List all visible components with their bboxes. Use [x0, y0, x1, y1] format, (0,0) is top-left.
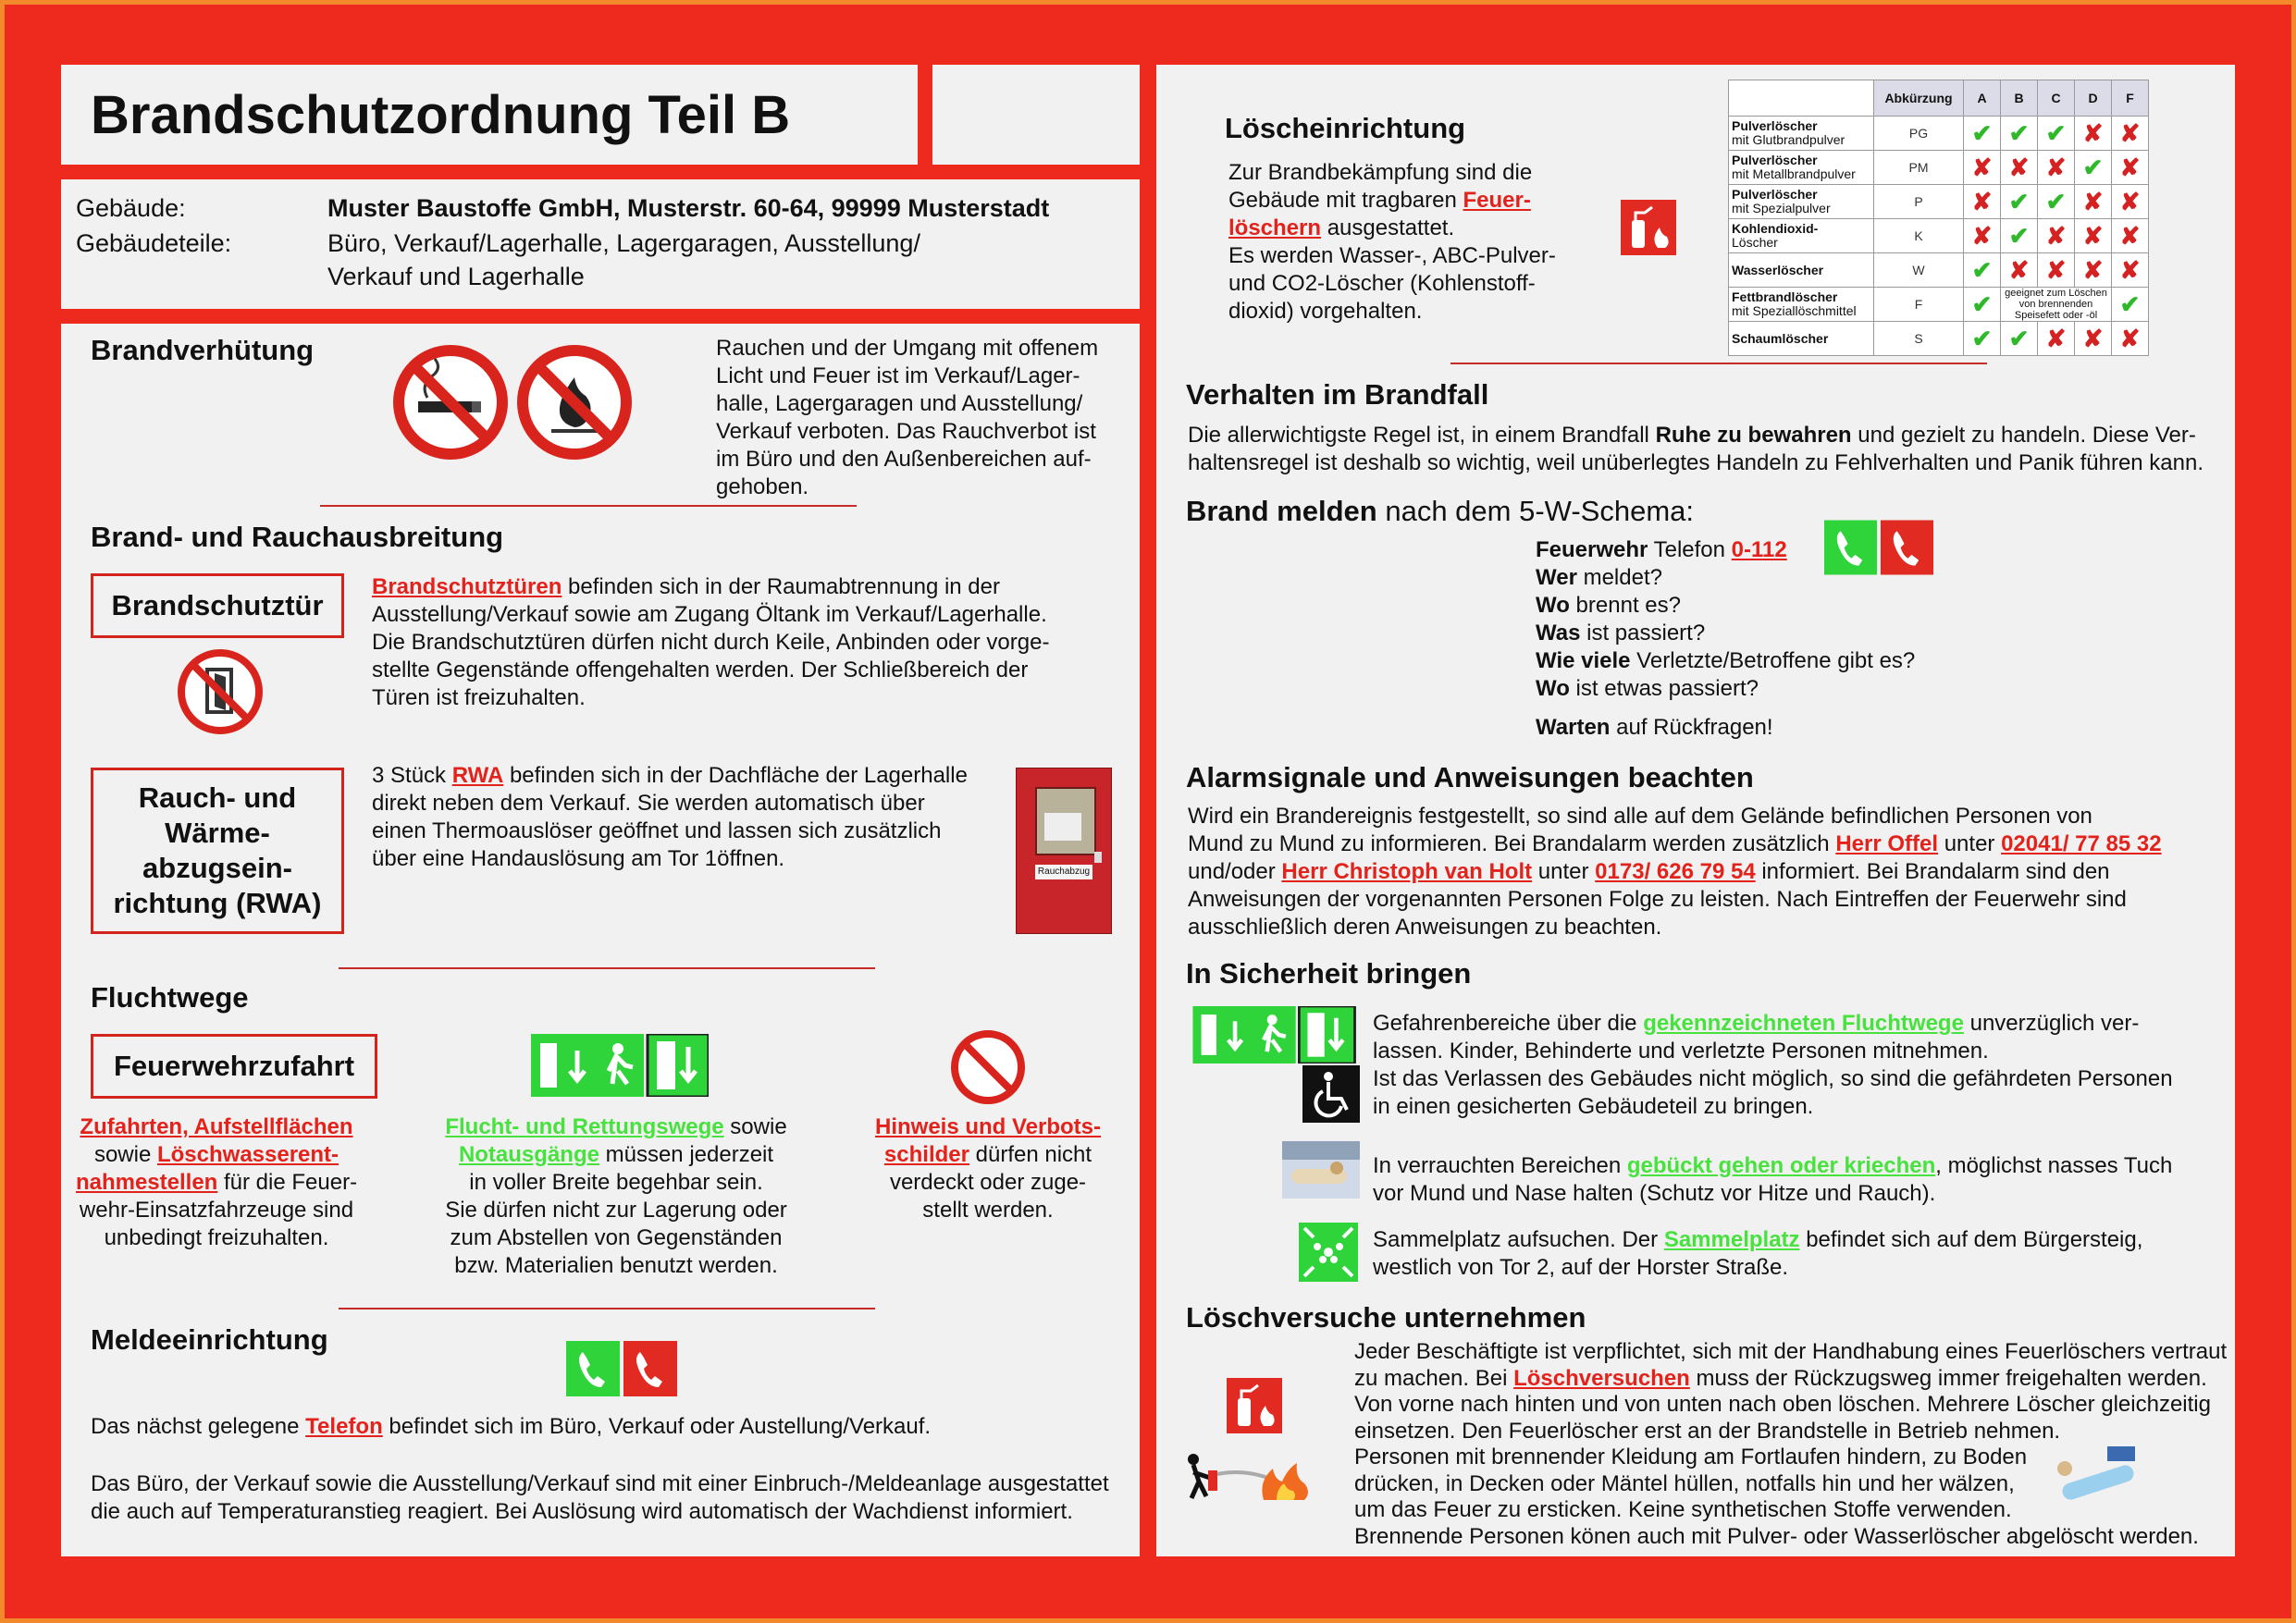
extinguisher-name: Pulverlöscher mit Spezialpulver [1729, 185, 1874, 219]
rwa-line: direkt neben dem Verkauf. Sie werden automatisch über [372, 791, 925, 816]
attempts-link[interactable]: Löschversuchen [1513, 1365, 1690, 1391]
check-icon: ✔ [2038, 117, 2075, 151]
cross-icon: ✘ [2112, 253, 2149, 288]
water-supply-link-2[interactable]: nahmestellen [75, 1170, 218, 1195]
extinguisher-name: Kohlendioxid- Löscher [1729, 219, 1874, 253]
fat-fire-note: geeignet zum Löschen von brennenden Speisefett oder -öl [2001, 288, 2112, 322]
emergency-exit-icon [531, 1034, 709, 1097]
cross-icon: ✘ [2112, 117, 2149, 151]
signs-link[interactable]: Hinweis und Verbots- [874, 1114, 1102, 1139]
check-icon: ✔ [2001, 322, 2038, 356]
fire-door-line: Ausstellung/Verkauf sowie am Zugang Öltank im Verkauf/Lagerhalle. [372, 602, 1047, 627]
cross-icon: ✘ [2112, 322, 2149, 356]
rwa-link[interactable]: RWA [451, 763, 504, 788]
page-title: Brandschutzordnung Teil B [91, 85, 791, 145]
escape-routes-link[interactable]: Flucht- und Rettungswege [445, 1114, 724, 1139]
check-icon: ✔ [2038, 185, 2075, 219]
cross-icon: ✘ [1964, 219, 2001, 253]
escape-routes-text: Flucht- und Rettungswege sowie Notausgänge müssen jederzeit in voller Breite begehbar sein. Sie dürfen nicht zur Lagerung oder zum Abstellen von Gegenständen bzw. Materialien benutzt werden. [445, 1114, 787, 1278]
signals-text: Wird ein Brandereignis festgestellt, so sind alle auf dem Gelände befindlichen Personen von Mund zu Mund zu informieren. Bei Brandalarm werden zusätzlich Herr Offel unter 02041/ 77 85 32 und/oder Herr Christoph van Holt unter 0173/ 626 79 54 informiert. Bei Brandalarm sind den Anweisungen der vorgenannten Personen Folge zu leisten. Nach Eintreffen der Feuerwehr sind ausschließlich deren Anweisungen zu beachten. [1188, 804, 2162, 940]
extinguisher-abbr: K [1874, 219, 1964, 253]
fire-door-line: Die Brandschutztüren dürfen nicht durch Keile, Anbinden oder vorge- [372, 630, 1050, 655]
crawling-person-image [1282, 1141, 1360, 1199]
title-side-panel [932, 65, 1140, 165]
wheelchair-icon [1302, 1065, 1360, 1123]
fire-access-text: Zufahrten, Aufstellflächen sowie Löschwasserent- nahmestellen für die Feuer- wehr-Einsatzfahrzeuge sind unbedingt freizuhalten. [75, 1114, 358, 1250]
check-icon: ✔ [1964, 253, 2001, 288]
class-f-icon: F [2112, 80, 2149, 117]
fire-door-line: Brandschutztüren befinden sich in der Raumabtrennung in der [372, 574, 1000, 599]
rwa-label-box: Rauch- und Wärme- abzugsein- richtung (RWA) [91, 768, 344, 934]
cross-icon: ✘ [2038, 322, 2075, 356]
building-parts-line2: Verkauf und Lagerhalle [327, 263, 585, 290]
prevention-line: im Büro und den Außenbereichen auf- [716, 447, 1092, 472]
cross-icon: ✘ [1964, 185, 2001, 219]
smoke-vent-label: Rauchabzug [1035, 865, 1092, 879]
extinguisher-row [1729, 185, 2149, 219]
left-panel [61, 324, 1140, 1556]
report-heading: Brand melden nach dem 5-W-Schema: [1186, 495, 1695, 527]
extinguishing-fire-icon [1180, 1446, 1328, 1502]
water-supply-link[interactable]: Löschwasserent- [156, 1142, 339, 1167]
safety-heading: In Sicherheit bringen [1186, 957, 1472, 990]
extinguisher-abbr: P [1874, 185, 1964, 219]
class-b-icon: B [2001, 80, 2038, 117]
fire-extinguisher-icon [1227, 1378, 1282, 1433]
attempts-heading: Löschversuche unternehmen [1186, 1301, 1586, 1334]
extinguisher-row [1729, 117, 2149, 151]
prevention-heading: Brandverhütung [91, 334, 315, 366]
attempts-text: Jeder Beschäftigte ist verpflichtet, sich mit der Handhabung eines Feuerlöschers vertraut zu machen. Bei Löschversuchen muss der Rückzugsweg immer freigehalten werden. Von vorne nach hinten und von unten nach oben löschen. Mehrere Löscher gleichzeitig einsetzen. Den Feuerlöscher erst an der Brandstelle in Betrieb nehmen. Personen mit brennender Kleidung am Fortlaufen hindern, zu Boden drücken, in Decken oder Mäntel hüllen, notfalls hin und her wälzen, um das Feuer zu ersticken. Keine synthetischen Stoffe verwenden. Brennende Personen könen auch mit Pulver- oder Wasserlöscher abgelöscht werden. [1354, 1339, 2228, 1549]
divider [339, 967, 875, 969]
divider [320, 505, 857, 507]
cross-icon: ✘ [2075, 253, 2112, 288]
fire-door-text [372, 573, 1049, 712]
alarm-device-line1: Das nächst gelegene Telefon befindet sich im Büro, Verkauf oder Austellung/Verkauf. [91, 1414, 932, 1439]
check-icon: ✔ [2001, 117, 2038, 151]
divider [339, 1308, 875, 1309]
assembly-point-link[interactable]: Sammelplatz [1663, 1227, 1800, 1252]
cross-icon: ✘ [2001, 253, 2038, 288]
check-icon: ✔ [1964, 288, 2001, 322]
cross-icon: ✘ [2001, 151, 2038, 185]
class-a-icon: A [1964, 80, 2001, 117]
alarm-device-text: Das Büro, der Verkauf sowie die Ausstellung/Verkauf sind mit einer Einbruch-/Meldeanlage ausgestattet die auch auf Temperaturanstieg reagiert. Bei Auslösung wird automatisch der Wachdienst informiert. [91, 1471, 1109, 1524]
fire-door-label-box: Brandschutztür [91, 573, 344, 638]
fire-door-line: stellte Gegenstände offengehalten werden. Der Schließbereich der [372, 658, 1029, 682]
fire-door-line: Türen ist freizuhalten. [372, 685, 586, 710]
cross-icon: ✘ [2075, 185, 2112, 219]
safety-p3: Sammelplatz aufsuchen. Der Sammelplatz befindet sich auf dem Bürgersteig, westlich von Tor 2, auf der Horster Straße. [1373, 1227, 2143, 1280]
rwa-line: über eine Handauslösung am Tor 1öffnen. [372, 846, 785, 871]
signals-heading: Alarmsignale und Anweisungen beachten [1186, 761, 1754, 793]
cross-icon: ✘ [2075, 322, 2112, 356]
fire-access-label-box: Feuerwehrzufahrt [91, 1034, 377, 1099]
cross-icon: ✘ [2112, 219, 2149, 253]
cross-icon: ✘ [2038, 219, 2075, 253]
company-address: Muster Baustoffe GmbH, Musterstr. 60-64, 99999 Musterstadt [327, 194, 1050, 222]
safety-p2: In verrauchten Bereichen gebückt gehen oder kriechen, möglichst nasses Tuch vor Mund und Nase halten (Schutz vor Hitze und Rauch). [1373, 1153, 2173, 1206]
building-parts-line1: Büro, Verkauf/Lagerhalle, Lagergaragen, Ausstellung/ [327, 229, 920, 257]
extinguishing-text: Zur Brandbekämpfung sind die Gebäude mit tragbaren Feuer- löschern ausgestattet. Es werden Wasser-, ABC-Pulver- und CO2-Löscher (Kohlenstoff- dioxid) vorgehalten. [1228, 160, 1556, 324]
extinguisher-abbr: F [1874, 288, 1964, 322]
extinguisher-name: Pulverlöscher mit Glutbrandpulver [1729, 117, 1874, 151]
extinguisher-row [1729, 288, 2149, 322]
access-areas-link[interactable]: Zufahrten, Aufstellflächen [80, 1114, 353, 1139]
extinguisher-abbr: PM [1874, 151, 1964, 185]
emergency-exit-icon [1186, 1006, 1362, 1064]
prevention-line: Rauchen und der Umgang mit offenem [716, 336, 1099, 361]
prevention-text [716, 335, 1098, 501]
check-icon: ✔ [1964, 117, 2001, 151]
extinguisher-name: Wasserlöscher [1729, 253, 1874, 288]
fire-brigade-phone[interactable]: 0-112 [1731, 537, 1787, 562]
right-panel [1156, 65, 2235, 1556]
report-list: Feuerwehr Telefon 0-112 Wer meldet? Wo brennt es? Was ist passiert? Wie viele Verletzte/Betroffene gibt es? Wo ist etwas passiert? Warten auf Rückfragen! [1536, 537, 1916, 740]
fire-door-link[interactable]: Brandschutztüren [372, 574, 562, 599]
check-icon: ✔ [1964, 322, 2001, 356]
prohibition-sign-icon [949, 1028, 1027, 1106]
signs-link-2[interactable]: schilder [883, 1142, 969, 1167]
rwa-text [372, 762, 968, 873]
signs-text: Hinweis und Verbots- schilder dürfen nicht verdeckt oder zuge- stellt werden. [874, 1114, 1102, 1223]
fire-door-icon [176, 647, 265, 736]
rwa-line: einen Thermoauslöser geöffnet und lassen sich zusätzlich [372, 818, 942, 843]
extinguisher-link[interactable]: Feuer- [1463, 188, 1531, 213]
check-icon: ✔ [2075, 151, 2112, 185]
class-c-icon: C [2038, 80, 2075, 117]
building-label: Gebäude: [76, 194, 186, 222]
divider [1450, 363, 1987, 364]
extinguisher-name: Fettbrandlöscher mit Speziallöschmittel [1729, 288, 1874, 322]
check-icon: ✔ [2001, 219, 2038, 253]
assembly-point-icon [1299, 1223, 1358, 1282]
prevention-line: Verkauf verboten. Das Rauchverbot ist [716, 419, 1096, 444]
extinguishing-heading: Löscheinrichtung [1225, 112, 1466, 144]
fire-extinguisher-icon [1621, 200, 1676, 255]
behaviour-text: Die allerwichtigste Regel ist, in einem Brandfall Ruhe zu bewahren und gezielt zu handeln. Diese Ver- haltensregel ist deshalb so wichtig, weil unüberlegtes Handeln zu Fehlverhalten und Panik führen kann. [1188, 423, 2204, 475]
cross-icon: ✘ [1964, 151, 2001, 185]
extinguisher-abbr: W [1874, 253, 1964, 288]
extinguisher-row [1729, 322, 2149, 356]
emergency-exits-link[interactable]: Notausgänge [458, 1142, 599, 1167]
emergency-phone-icon [1824, 520, 1933, 575]
extinguisher-row [1729, 253, 2149, 288]
smoke-vent-device-image [1016, 768, 1112, 934]
safety-p1: Gefahrenbereiche über die gekennzeichneten Fluchtwege unverzüglich ver- lassen. Kinder, Behinderte und verletzte Personen mitnehmen. Ist das Verlassen des Gebäudes nicht möglich, so sind die gefährdeten Personen in einen gesicherten Gebäudeteil zu bringen. [1373, 1011, 2173, 1119]
building-parts-label: Gebäudeteile: [76, 229, 232, 257]
cross-icon: ✘ [2112, 151, 2149, 185]
prevention-line: halle, Lagergaragen und Ausstellung/ [716, 391, 1083, 416]
extinguisher-row [1729, 219, 2149, 253]
extinguisher-row [1729, 151, 2149, 185]
cross-icon: ✘ [2038, 151, 2075, 185]
cross-icon: ✘ [2038, 253, 2075, 288]
contact-offel-link[interactable]: Herr Offel [1835, 831, 1939, 856]
cross-icon: ✘ [2112, 185, 2149, 219]
prevention-line: gehoben. [716, 474, 809, 499]
extinguisher-link-2[interactable]: löschern [1228, 215, 1322, 240]
class-d-icon: D [2075, 80, 2112, 117]
check-icon: ✔ [2001, 185, 2038, 219]
crawl-link[interactable]: gebückt gehen oder kriechen [1626, 1153, 1936, 1178]
building-panel [61, 179, 1140, 309]
abbr-header: Abkürzung [1874, 80, 1964, 117]
extinguisher-name: Schaumlöscher [1729, 322, 1874, 356]
cross-icon: ✘ [2075, 117, 2112, 151]
marked-routes-link[interactable]: gekennzeichneten Fluchtwege [1643, 1011, 1964, 1036]
contact-vanholt-phone[interactable]: 0173/ 626 79 54 [1595, 859, 1756, 884]
spread-heading: Brand- und Rauchausbreitung [91, 521, 504, 553]
behaviour-heading: Verhalten im Brandfall [1186, 378, 1489, 411]
contact-vanholt-link[interactable]: Herr Christoph van Holt [1281, 859, 1533, 884]
no-smoking-icon [390, 342, 511, 462]
extinguisher-abbr: S [1874, 322, 1964, 356]
telephone-link[interactable]: Telefon [305, 1414, 383, 1439]
extinguisher-table [1728, 80, 2149, 356]
title-panel [61, 65, 918, 165]
escape-heading: Fluchtwege [91, 981, 249, 1014]
cross-icon: ✘ [2075, 219, 2112, 253]
check-icon: ✔ [2112, 288, 2149, 322]
prevention-line: Licht und Feuer ist im Verkauf/Lager- [716, 363, 1080, 388]
rwa-line: 3 Stück RWA befinden sich in der Dachfläche der Lagerhalle [372, 763, 968, 788]
emergency-phone-icon [566, 1341, 677, 1396]
alarm-device-heading: Meldeeinrichtung [91, 1323, 328, 1356]
contact-offel-phone[interactable]: 02041/ 77 85 32 [2001, 831, 2162, 856]
extinguisher-abbr: PG [1874, 117, 1964, 151]
no-open-flame-icon [514, 342, 635, 462]
extinguisher-name: Pulverlöscher mit Metallbrandpulver [1729, 151, 1874, 185]
